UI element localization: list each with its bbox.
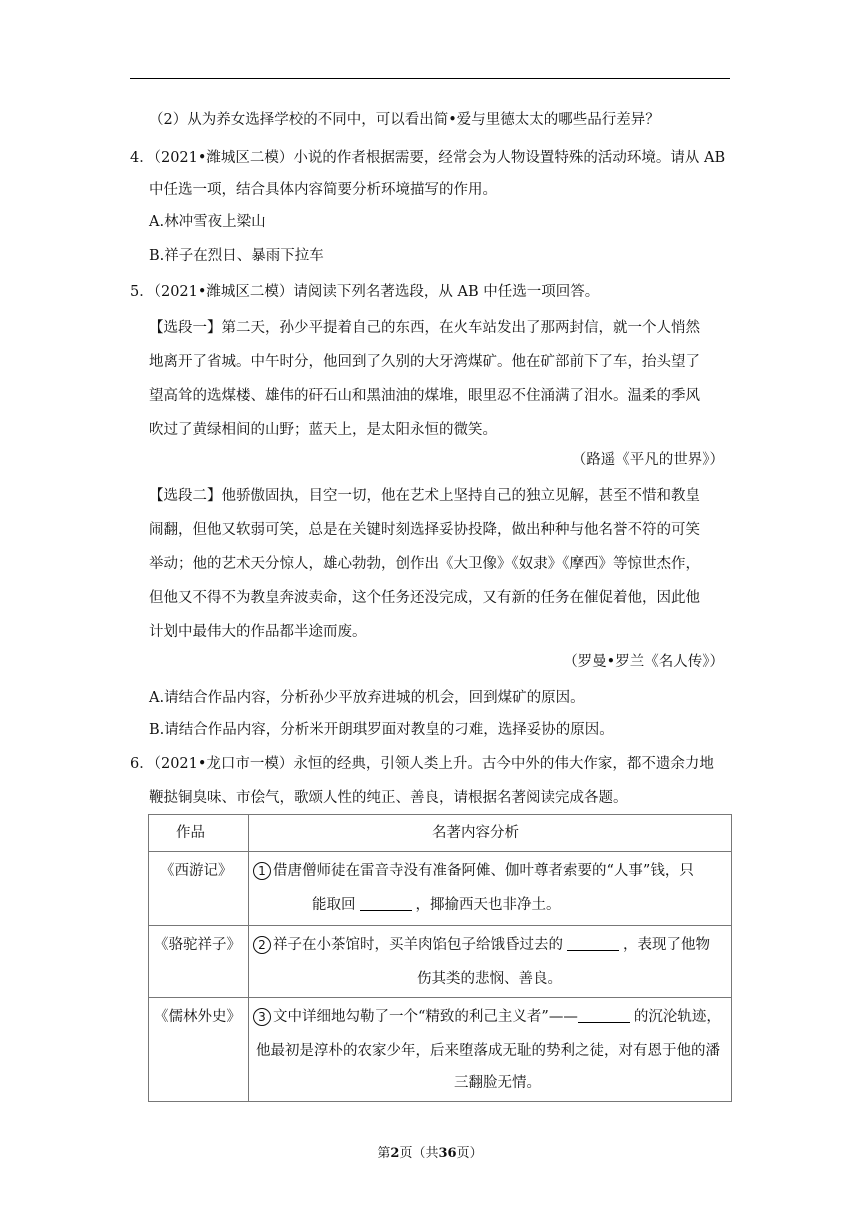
excerpt-2-line: 【选段二】他骄傲固执，目空一切，他在艺术上坚持自己的独立见解，甚至不惜和教皇: [149, 488, 700, 504]
excerpt-2-source: （罗曼•罗兰《名人传》）: [563, 654, 724, 670]
table-header-work: 作品: [176, 825, 205, 841]
table-row-analysis-line: 他最初是淳朴的农家少年，后来堕落成无耻的势利之徒，对有恩于他的潘: [256, 1043, 720, 1059]
excerpt-1-line: 吹过了黄绿相间的山野；蓝天上，是太阳永恒的微笑。: [149, 422, 497, 438]
table-row-work: 《西游记》: [160, 863, 233, 879]
question-5-intro: 5．（2021•潍城区二模）请阅读下列名著选段，从 AB 中任选一项回答。: [130, 284, 600, 300]
circled-number: 3: [253, 1008, 271, 1026]
question-5-option-a: A.请结合作品内容，分析孙少平放弃进城的机会，回到煤矿的原因。: [149, 690, 585, 706]
table-row-analysis-line: 伤其类的悲悯、善良。: [417, 971, 562, 987]
excerpt-2-line: 但他又不得不为教皇奔波卖命，这个任务还没完成，又有新的任务在催促着他，因此他: [149, 590, 700, 606]
excerpt-1-line: 地离开了省城。中午时分，他回到了久别的大牙湾煤矿。他在矿部前下了车，抬头望了: [149, 354, 700, 370]
table-row-divider: [149, 851, 731, 852]
question-3-part-2: （2）从为养女选择学校的不同中，可以看出简•爱与里德太太的哪些品行差异？: [149, 112, 660, 128]
table-row-analysis-line: 能取回 ，揶揄西天也非净土。: [312, 897, 561, 913]
table-row-divider: [149, 925, 731, 926]
table-column-divider: [248, 815, 249, 1101]
table-row-divider: [149, 997, 731, 998]
question-4-line-1: 4．（2021•潍城区二模）小说的作者根据需要，经常会为人物设置特殊的活动环境。请从 AB: [130, 150, 726, 166]
page-number: 2: [390, 1146, 400, 1161]
circled-number: 2: [253, 936, 271, 954]
table-header-analysis: 名著内容分析: [432, 825, 519, 841]
table-row-analysis-line: 1 借唐僧师徒在雷音寺没有准备阿傩、伽叶尊者索要的“人事”钱，只: [253, 861, 694, 881]
excerpt-1-line: 望高耸的选煤楼、雄伟的矸石山和黑油油的煤堆，眼里忍不住涌满了泪水。温柔的季风: [149, 388, 700, 404]
question-4-option-a: A.林冲雪夜上梁山: [149, 214, 266, 230]
table-row-work: 《骆驼祥子》: [154, 937, 241, 953]
table-row-analysis-line: 3 文中详细地勾勒了一个“精致的利己主义者”—— 的沉沦轨迹，: [253, 1007, 721, 1027]
page-total: 36: [438, 1146, 457, 1161]
excerpt-2-line: 闹翻，但他又软弱可笑，总是在关键时刻选择妥协投降，做出种种与他名誉不符的可笑: [149, 522, 700, 538]
table-row-analysis-line: 2 祥子在小茶馆时，买羊肉馅包子给饿昏过去的 ，表现了他物: [253, 935, 710, 955]
analysis-table: [148, 814, 732, 1102]
table-row-analysis-line: 三翻脸无情。: [454, 1075, 541, 1091]
question-6-line-2: 鞭挞铜臭味、市侩气，歌颂人性的纯正、善良，请根据名著阅读完成各题。: [149, 790, 628, 806]
answer-blank[interactable]: [578, 1008, 630, 1023]
question-4-option-b: B.祥子在烈日、暴雨下拉车: [149, 248, 324, 264]
answer-blank[interactable]: [360, 896, 412, 911]
page-footer: 第2页（共36页）: [377, 1146, 483, 1161]
circled-number: 1: [253, 862, 271, 880]
answer-blank[interactable]: [567, 936, 619, 951]
question-4-line-2: 中任选一项，结合具体内容简要分析环境描写的作用。: [149, 182, 497, 198]
excerpt-2-line: 举动；他的艺术天分惊人，雄心勃勃，创作出《大卫像》《奴隶》《摩西》等惊世杰作，: [149, 556, 700, 572]
question-6-line-1: 6．（2021•龙口市一模）永恒的经典，引领人类上升。古今中外的伟大作家，都不遗余力地: [130, 756, 714, 772]
question-5-option-b: B.请结合作品内容，分析米开朗琪罗面对教皇的刁难，选择妥协的原因。: [149, 722, 614, 738]
table-row-work: 《儒林外史》: [154, 1009, 241, 1025]
excerpt-1-line: 【选段一】第二天，孙少平提着自己的东西，在火车站发出了那两封信，就一个人悄然: [149, 320, 700, 336]
header-rule: [130, 78, 730, 79]
excerpt-1-source: （路遥《平凡的世界》）: [571, 452, 724, 468]
excerpt-2-line: 计划中最伟大的作品都半途而废。: [149, 624, 367, 640]
